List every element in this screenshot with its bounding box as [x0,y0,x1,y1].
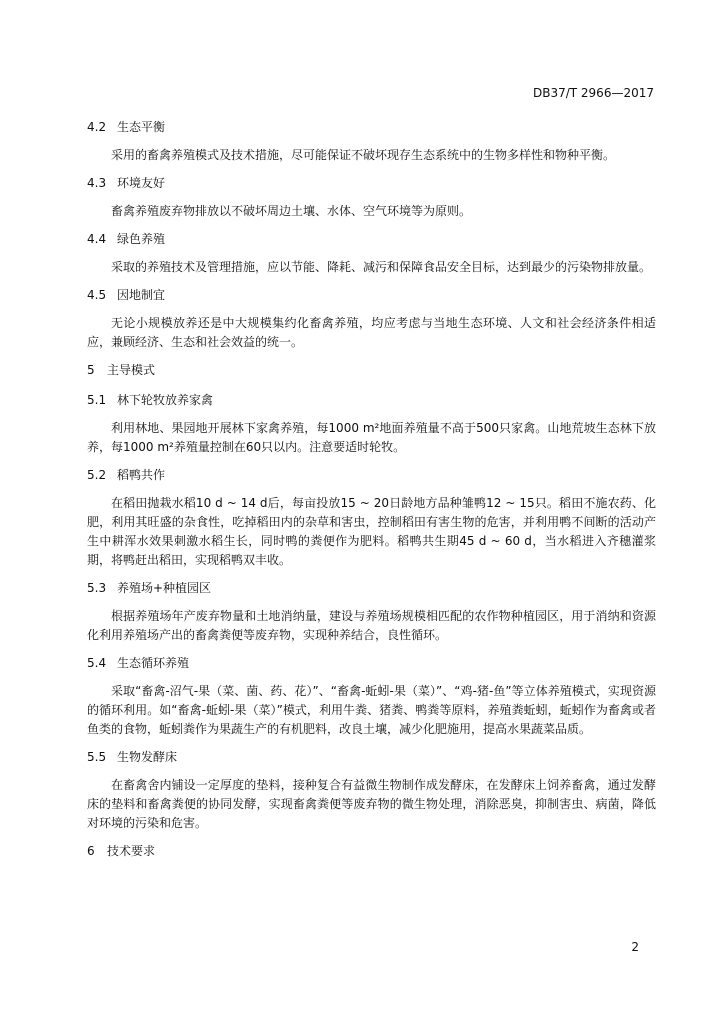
section-number: 4.3 [87,176,107,190]
paragraph: 采取的养殖技术及管理措施，应以节能、降耗、减污和保障食品安全目标，达到最少的污染物排放量。 [111,260,652,274]
section-heading [87,654,656,672]
section-title: 林下轮牧放养家禽 [117,393,214,407]
section-number: 5.5 [87,750,107,764]
section-heading [87,579,656,597]
page-number: 2 [631,940,639,954]
section-heading [87,286,656,304]
section-heading [87,361,656,379]
paragraph: 畜禽养殖废弃物排放以不破坏周边土壤、水体、空气环境等为原则。 [111,204,472,218]
document-code: DB37/T 2966—2017 [532,86,654,100]
section-number: 5.3 [87,581,107,595]
section-title: 生态平衡 [117,120,166,134]
section-number: 4.2 [87,120,107,134]
paragraph: 无论小规模放养还是中大规模集约化畜禽养殖，均应考虑与当地生态环境、人文和社会经济条件相适应，兼顾经济、生态和社会效益的统一。 [87,316,656,349]
section-number: 5.2 [87,468,107,482]
section-number: 6 [87,844,95,858]
section-number: 4.5 [87,288,107,302]
section-title: 技术要求 [107,844,156,858]
section-number: 5 [87,363,95,377]
section-title: 主导模式 [107,363,156,377]
paragraph: 在畜禽舍内铺设一定厚度的垫料，接种复合有益微生物制作成发酵床，在发酵床上饲养畜禽，通过发酵床的垫料和畜禽粪便的协同发酵，实现畜禽粪便等废弃物的微生物处理，消除恶臭，抑制害虫、病菌，降低对环境的污染和危害。 [87,778,656,830]
document-body [87,118,656,872]
section-title: 绿色养殖 [117,232,166,246]
section-title: 养殖场+种植园区 [117,581,212,595]
paragraph: 利用林地、果园地开展林下家禽养殖，每1000 m²地面养殖量不高于500只家禽。山地荒坡生态林下放养，每1000 m²养殖量控制在60只以内。注意要适时轮牧。 [87,421,656,454]
section-title: 因地制宜 [117,288,166,302]
section-heading [87,118,656,136]
section-title: 环境友好 [117,176,166,190]
section-title: 生态循环养殖 [117,656,190,670]
section-title: 生物发酵床 [117,750,178,764]
section-number: 4.4 [87,232,107,246]
section-title: 稻鸭共作 [117,468,166,482]
section-heading [87,174,656,192]
section-number: 5.4 [87,656,107,670]
section-heading [87,391,656,409]
paragraph: 采取“畜禽-沼气-果（菜、菌、药、花）”、“畜禽-蚯蚓-果（菜）”、“鸡-猪-鱼”等立体养殖模式，实现资源的循环利用。如“畜禽-蚯蚓-果（菜）”模式，利用牛粪、猪粪、鸭粪等原料，养殖粪蚯蚓，蚯蚓作为畜禽或者鱼类的食物，蚯蚓粪作为果蔬生产的有机肥料，改良土壤，减少化肥施用，提高水果蔬菜品质。 [87,684,656,736]
section-heading [87,842,656,860]
section-heading [87,230,656,248]
section-heading [87,466,656,484]
paragraph: 采用的畜禽养殖模式及技术措施，尽可能保证不破坏现存生态系统中的生物多样性和物种平衡。 [111,148,616,162]
section-number: 5.1 [87,393,107,407]
section-heading [87,748,656,766]
paragraph: 在稻田抛栽水稻10 d ~ 14 d后，每亩投放15 ~ 20日龄地方品种雏鸭12 ~ 15只。稻田不施农药、化肥，利用其旺盛的杂食性，吃掉稻田内的杂草和害虫，控制稻田有害生物的危害，并利用鸭不间断的活动产生中耕浑水效果刺激水稻生长，同时鸭的粪便作为肥料。稻鸭共生期45 d ~ 60 d，当水稻进入齐穗灌浆期，将鸭赶出稻田，实现稻鸭双丰收。 [87,496,656,567]
paragraph: 根据养殖场年产废弃物量和土地消纳量，建设与养殖场规模相匹配的农作物种植园区，用于消纳和资源化利用养殖场产出的畜禽粪便等废弃物，实现种养结合，良性循环。 [87,609,656,642]
